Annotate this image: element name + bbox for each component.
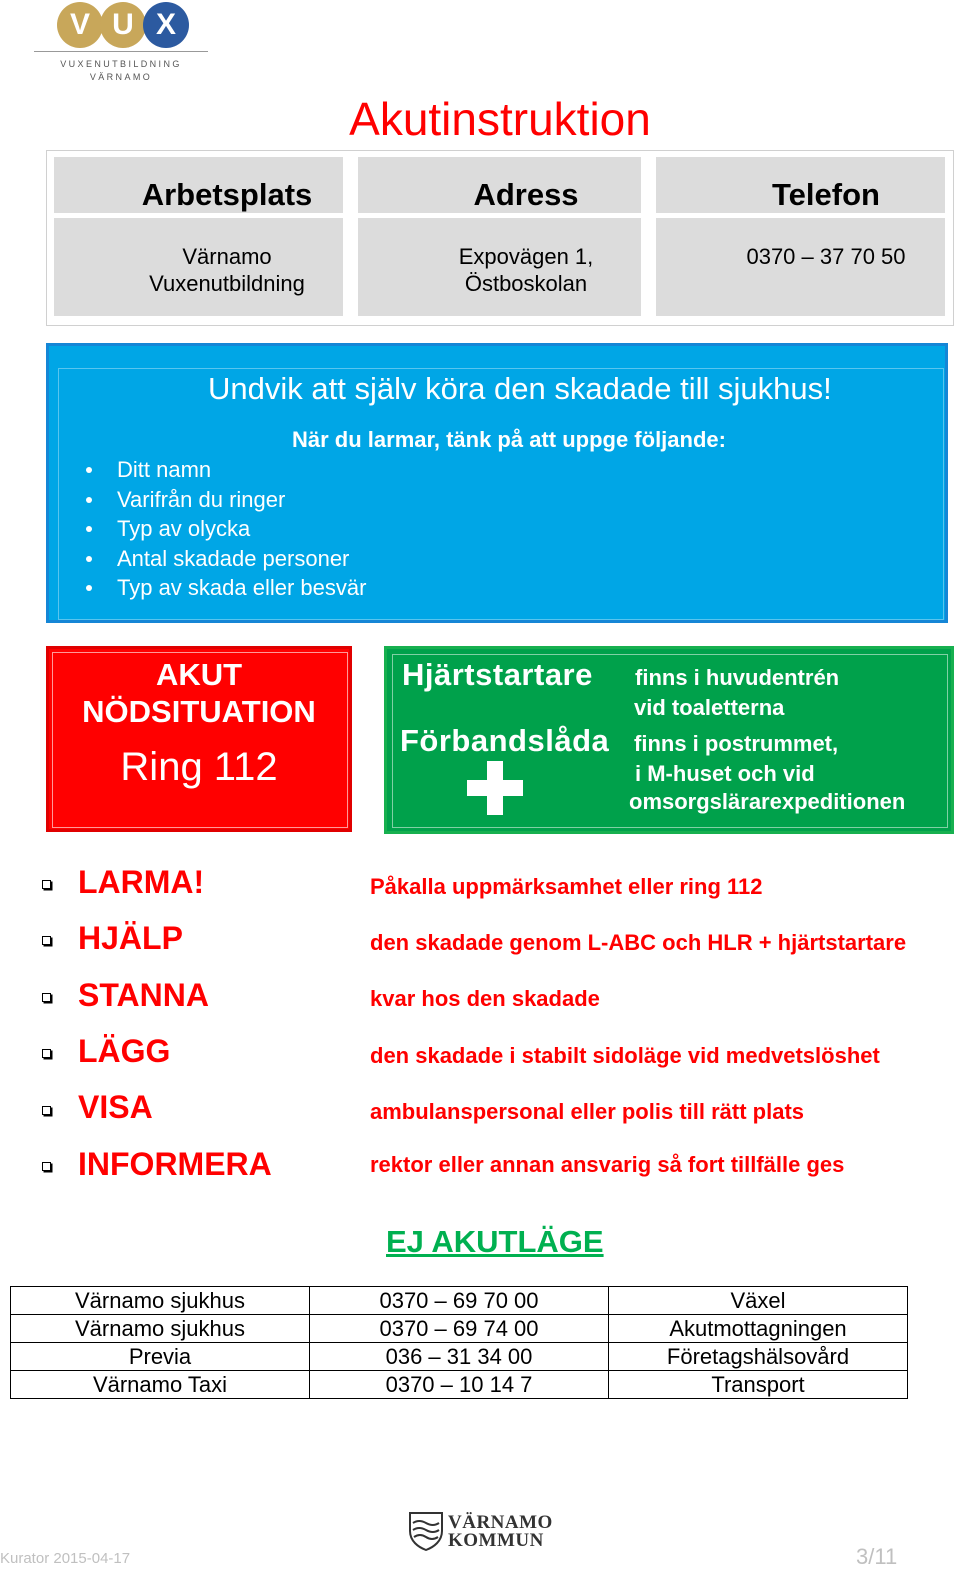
step-text: Påkalla uppmärksamhet eller ring 112: [370, 874, 763, 899]
logo-line2: VÄRNAMO: [89, 72, 153, 82]
defibrillator-location-2: vid toaletterna: [634, 695, 785, 720]
workplace-line2: Vuxenutbildning: [149, 271, 305, 296]
contact-phone: 0370 – 69 74 00: [310, 1315, 609, 1343]
contact-purpose: Transport: [609, 1371, 908, 1399]
contact-phone: 0370 – 10 14 7: [310, 1371, 609, 1399]
defibrillator-location-1: finns i huvudentrén: [635, 665, 840, 690]
table-row: [11, 1343, 908, 1371]
checkbox-icon: [42, 936, 51, 945]
checkbox-icon: [42, 1106, 51, 1115]
checkbox-icon: [42, 993, 51, 1002]
list-item: Antal skadade personer: [82, 544, 366, 574]
step-text: ambulanspersonal eller polis till rätt plats: [370, 1099, 805, 1124]
table-row: [11, 1371, 908, 1399]
emergency-line2: NÖDSITUATION: [82, 694, 316, 729]
logo-divider: [34, 51, 208, 52]
step-text: den skadade genom L-ABC och HLR + hjärtstartare: [370, 930, 907, 955]
header-arbetsplats: Arbetsplats: [141, 177, 313, 212]
list-item: Typ av skada eller besvär: [82, 573, 366, 603]
page-title: Akutinstruktion: [349, 93, 651, 145]
address-line1: Expovägen 1,: [458, 244, 594, 269]
kommun-line1: VÄRNAMO: [448, 1512, 553, 1533]
defibrillator-label: Hjärtstartare: [402, 657, 593, 692]
workplace-value: [54, 243, 400, 297]
contact-phone: 0370 – 69 70 00: [310, 1287, 609, 1315]
checkbox-icon: [42, 1162, 51, 1171]
contact-name: Värnamo sjukhus: [11, 1315, 310, 1343]
logo-letter-u: U: [100, 2, 146, 48]
phone-value: 0370 – 37 70 50: [746, 244, 906, 269]
first-aid-location-2: i M-huset och vid: [635, 761, 815, 786]
contact-name: Värnamo sjukhus: [11, 1287, 310, 1315]
list-item: Ditt namn: [82, 455, 366, 485]
header-adress: Adress: [473, 177, 579, 212]
step-text: den skadade i stabilt sidoläge vid medvetslöshet: [370, 1043, 880, 1068]
table-row: [11, 1287, 908, 1315]
emergency-line1: AKUT: [155, 657, 243, 692]
workplace-line1: Värnamo: [182, 244, 272, 269]
header-telefon: Telefon: [772, 177, 880, 212]
table-row: [11, 1315, 908, 1343]
address-value: [382, 243, 670, 297]
step-text: rektor eller annan ansvarig så fort tillfälle ges: [370, 1152, 845, 1177]
non-emergency-heading: EJ AKUTLÄGE: [386, 1224, 604, 1259]
list-item: Typ av olycka: [82, 514, 366, 544]
contact-purpose: Akutmottagningen: [609, 1315, 908, 1343]
contact-purpose: Växel: [609, 1287, 908, 1315]
first-aid-kit-label: Förbandslåda: [400, 723, 610, 758]
footer-author-date: Kurator 2015-04-17: [0, 1550, 131, 1567]
checkbox-icon: [42, 1049, 51, 1058]
contact-name: Previa: [11, 1343, 310, 1371]
logo-letter-x: X: [143, 2, 189, 48]
kommun-line2: KOMMUN: [448, 1530, 544, 1551]
step-key: VISA: [78, 1089, 153, 1125]
contact-name: Värnamo Taxi: [11, 1371, 310, 1399]
step-key: STANNA: [78, 977, 209, 1013]
emergency-call-112: Ring 112: [120, 745, 278, 789]
first-aid-location-1: finns i postrummet,: [634, 731, 839, 756]
step-key: LARMA!: [78, 864, 205, 900]
step-key: LÄGG: [78, 1033, 171, 1069]
first-aid-location-3: omsorgslärarexpeditionen: [629, 789, 906, 814]
contact-purpose: Företagshälsovård: [609, 1343, 908, 1371]
page-number: 3/11: [856, 1544, 898, 1569]
first-aid-cross-icon: [467, 761, 523, 815]
kommun-shield-icon: [408, 1511, 444, 1551]
logo-letter-v: V: [57, 2, 103, 48]
address-line2: Östboskolan: [464, 271, 588, 296]
list-item: Varifrån du ringer: [82, 485, 366, 515]
checkbox-icon: [42, 880, 51, 889]
step-text: kvar hos den skadade: [370, 986, 600, 1011]
step-key: HJÄLP: [78, 920, 183, 956]
call-info-list: [82, 455, 366, 603]
contact-phone: 036 – 31 34 00: [310, 1343, 609, 1371]
non-emergency-table: [10, 1286, 908, 1399]
call-info-subheading: När du larmar, tänk på att uppge följande:: [292, 427, 726, 452]
call-info-heading: Undvik att själv köra den skadade till sjukhus!: [208, 371, 832, 406]
logo-line1: VUXENUTBILDNING: [60, 59, 182, 69]
step-key: INFORMERA: [78, 1146, 272, 1182]
